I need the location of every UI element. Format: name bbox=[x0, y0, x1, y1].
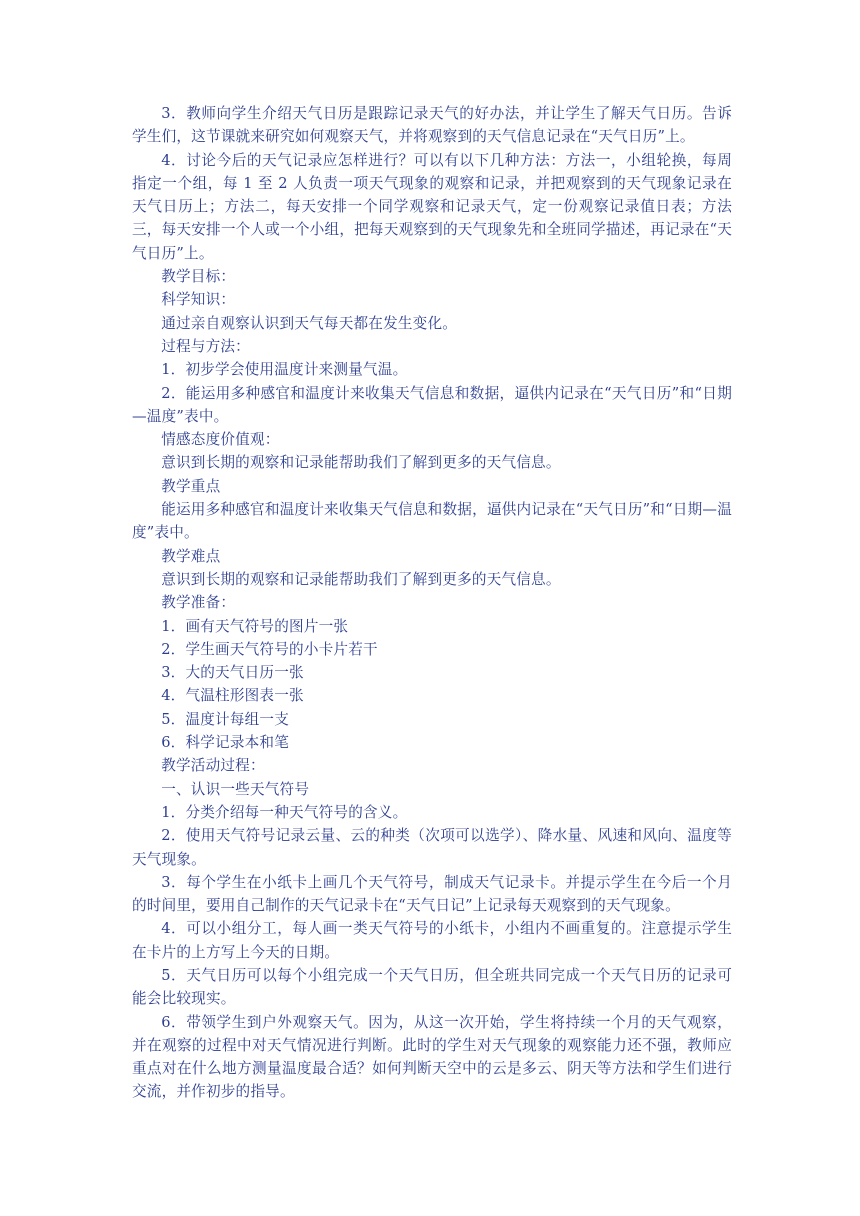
section-heading: 一、认识一些天气符号 bbox=[161, 780, 310, 798]
paragraph: 通过亲自观察认识到天气每天都在发生变化。 bbox=[161, 314, 458, 332]
heading-difficulties: 教学难点 bbox=[161, 547, 221, 565]
heading-teaching-goals: 教学目标： bbox=[161, 268, 236, 286]
subheading-science-knowledge: 科学知识： bbox=[161, 291, 236, 309]
list-item: 4．气温柱形图表一张 bbox=[161, 687, 304, 705]
list-item: 1．初步学会使用温度计来测量气温。 bbox=[161, 361, 408, 379]
list-item: 5．温度计每组一支 bbox=[161, 710, 290, 728]
paragraph: 4．讨论今后的天气记录应怎样进行？可以有以下几种方法：方法一，小组轮换，每周指定一个组，每 1 至 2 人负责一项天气现象的观察和记录，并把观察到的天气现象记录在天气日历上；方法二，每天安排一个同学观察和记录天气，定一份观察记录值日表；方法三，每天安排一个人或一个小组，把每天观察到的天气现象先和全班同学描述，再记录在“天气日历”上。 bbox=[132, 151, 732, 262]
list-item: 5．天气日历可以每个小组完成一个天气日历，但全班共同完成一个天气日历的记录可能会比较现实。 bbox=[132, 966, 732, 1008]
list-item: 1．分类介绍每一种天气符号的含义。 bbox=[161, 803, 408, 821]
list-item: 2．能运用多种感官和温度计来收集天气信息和数据，逼供内记录在“天气日历”和“日期—温度”表中。 bbox=[132, 384, 732, 425]
subheading-attitude-values: 情感态度价值观： bbox=[161, 431, 280, 449]
list-item: 3．大的天气日历一张 bbox=[161, 664, 304, 682]
list-item: 6．带领学生到户外观察天气。因为，从这一次开始，学生将持续一个月的天气观察，并在观察的过程中对天气情况进行判断。此时的学生对天气现象的观察能力还不强，教师应重点对在什么地方测量温度最合适？如何判断天空中的云是多云、阴天等方法和学生们进行交流，并作初步的指导。 bbox=[132, 1013, 732, 1101]
paragraph: 3．教师向学生介绍天气日历是跟踪记录天气的好办法，并让学生了解天气日历。告诉学生们，这节课就来研究如何观察天气，并将观察到的天气信息记录在“天气日历”上。 bbox=[132, 105, 732, 146]
subheading-process-method: 过程与方法： bbox=[161, 337, 250, 355]
document-page bbox=[132, 102, 732, 1104]
list-item: 6．科学记录本和笔 bbox=[161, 734, 290, 752]
paragraph: 能运用多种感官和温度计来收集天气信息和数据，逼供内记录在“天气日历”和“日期—温度”表中。 bbox=[132, 501, 732, 542]
list-item: 3．每个学生在小纸卡上画几个天气符号，制成天气记录卡。并提示学生在今后一个月的时间里，要用自己制作的天气记录卡在“天气日记”上记录每天观察到的天气现象。 bbox=[132, 873, 732, 915]
paragraph: 意识到长期的观察和记录能帮助我们了解到更多的天气信息。 bbox=[161, 570, 561, 588]
list-item: 1．画有天气符号的图片一张 bbox=[161, 617, 349, 635]
list-item: 2．学生画天气符号的小卡片若干 bbox=[161, 640, 378, 658]
list-item: 4．可以小组分工，每人画一类天气符号的小纸卡，小组内不画重复的。注意提示学生在卡片的上方写上今天的日期。 bbox=[132, 920, 732, 961]
list-item: 2．使用天气符号记录云量、云的种类（次项可以选学）、降水量、风速和风向、温度等天气现象。 bbox=[132, 827, 732, 868]
paragraph: 意识到长期的观察和记录能帮助我们了解到更多的天气信息。 bbox=[161, 454, 561, 472]
heading-key-points: 教学重点 bbox=[161, 477, 221, 495]
heading-activity-process: 教学活动过程： bbox=[161, 757, 265, 775]
heading-preparation: 教学准备： bbox=[161, 594, 236, 612]
